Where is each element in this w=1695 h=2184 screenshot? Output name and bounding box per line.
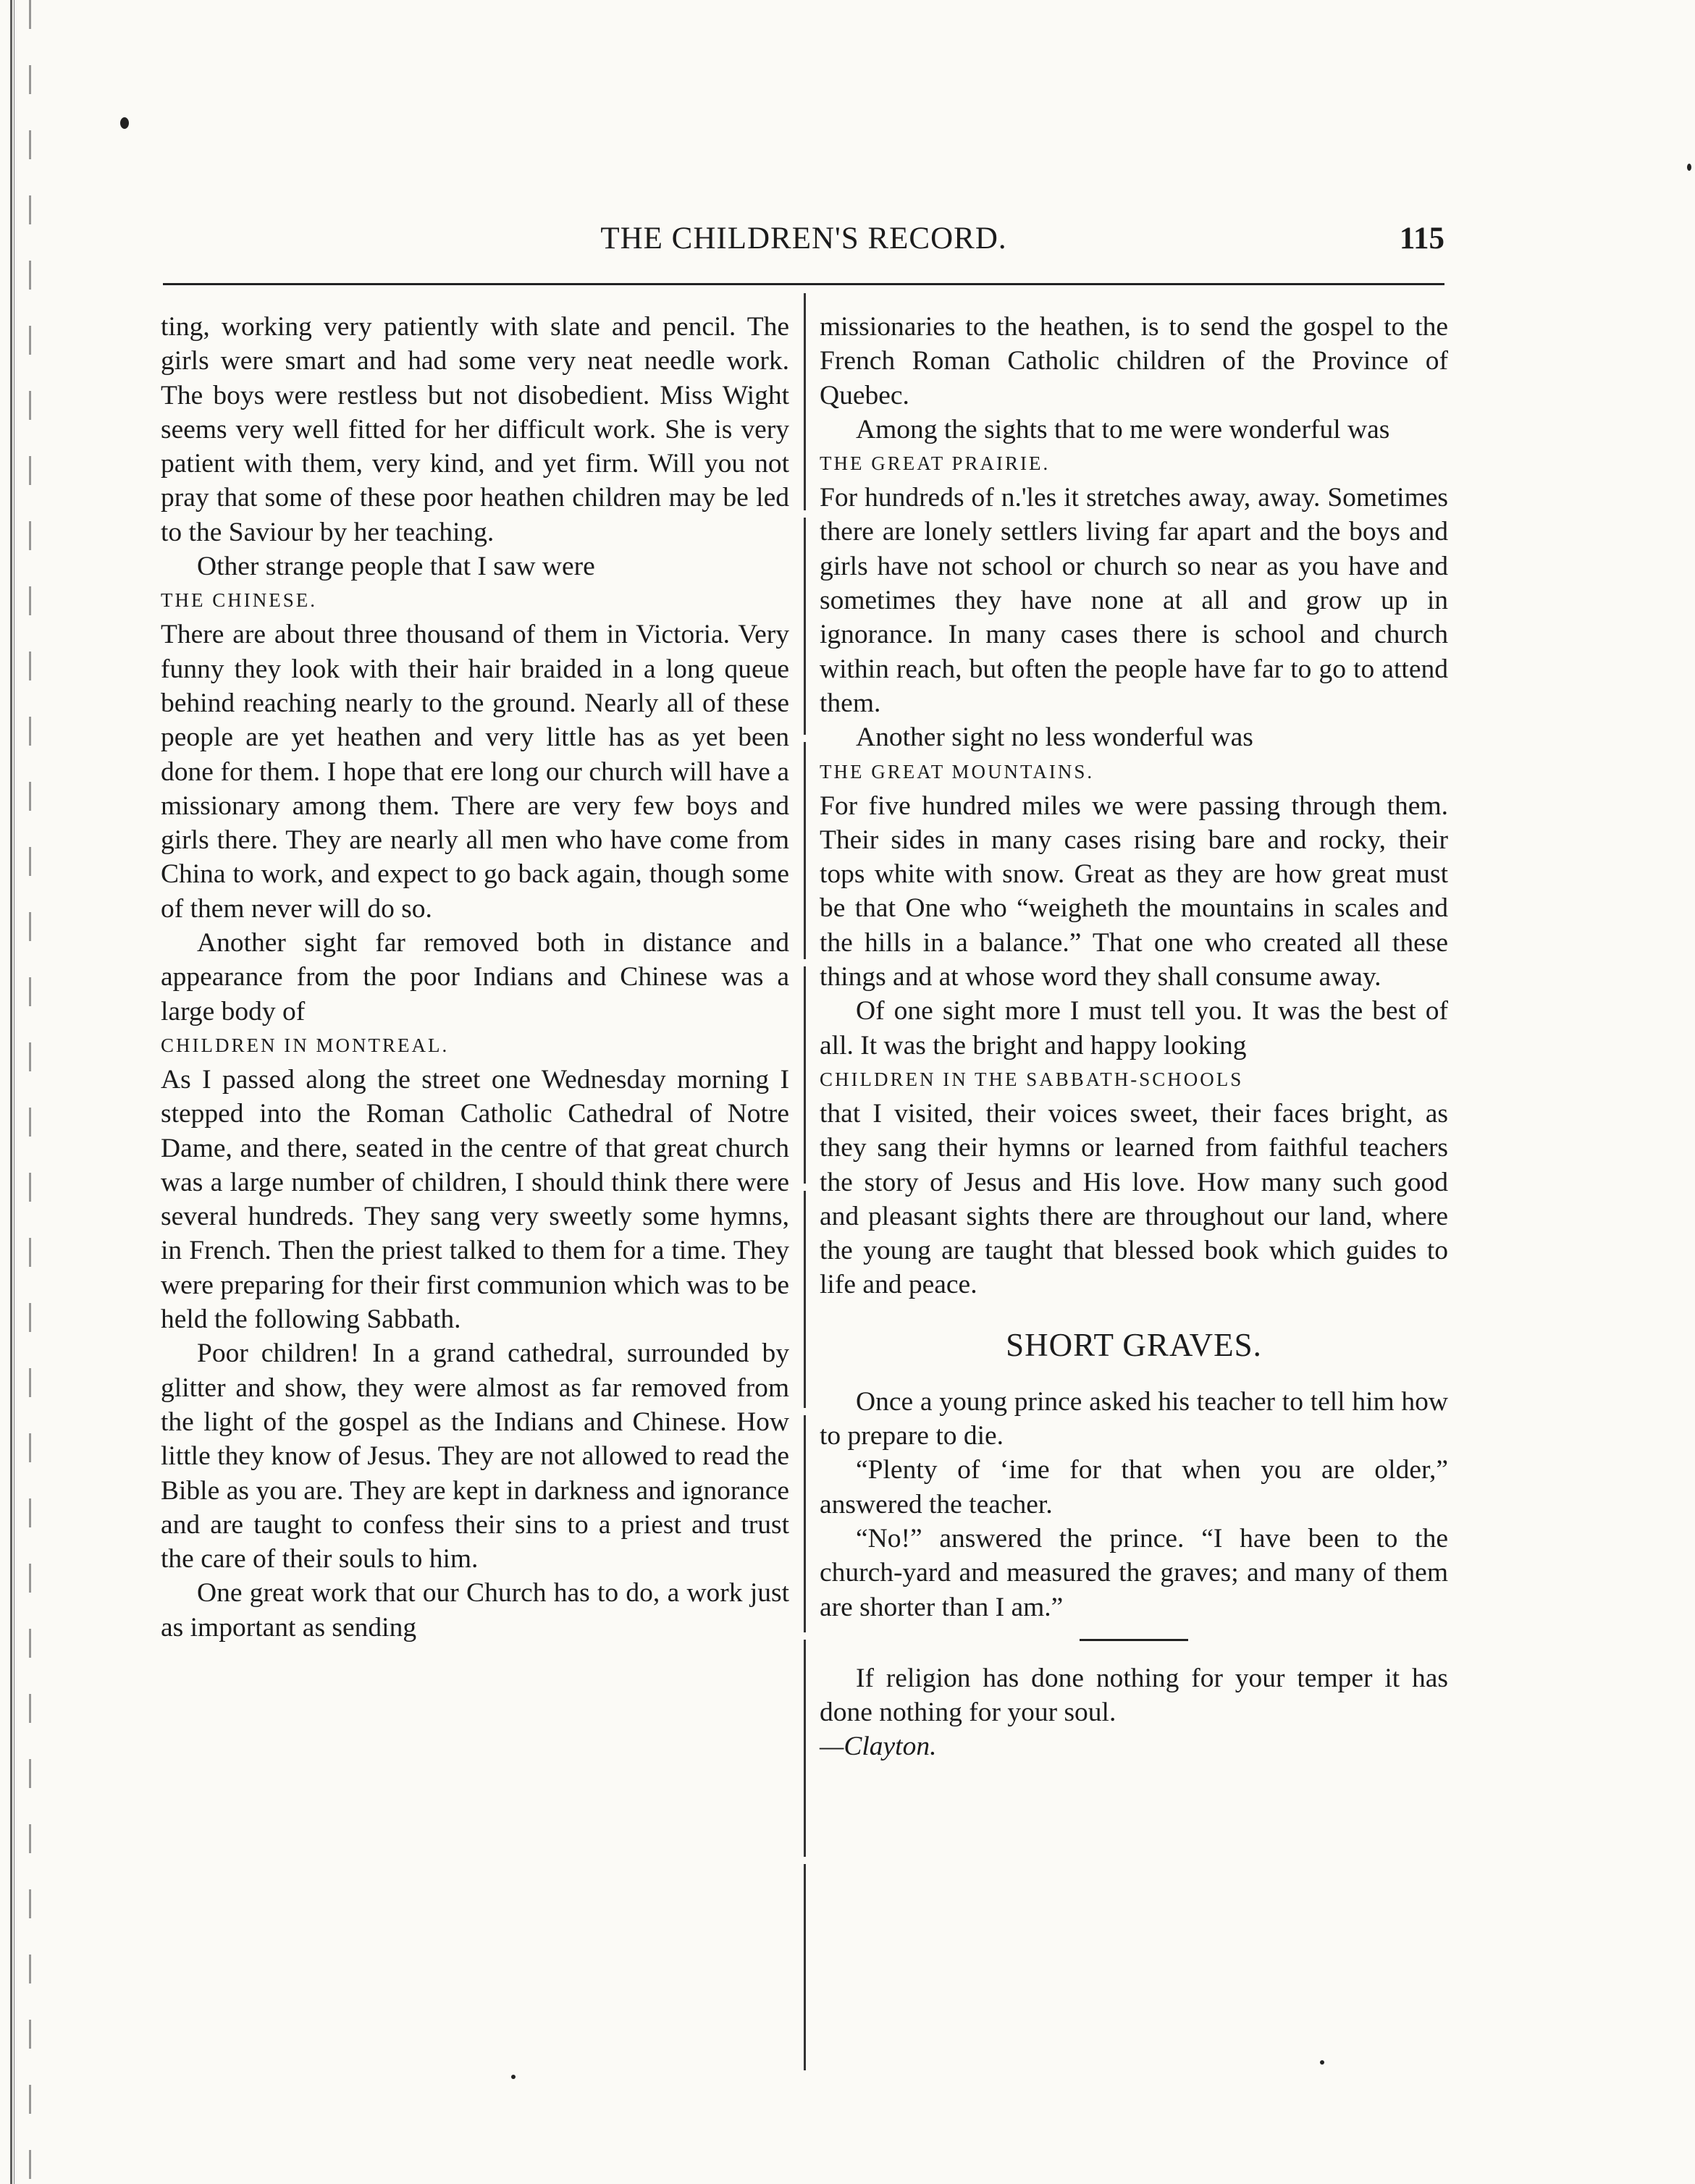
quotation-attribution: —Clayton.	[820, 1732, 937, 1762]
paragraph: One great work that our Church has to do, a work just as important as sending	[161, 1578, 789, 1643]
journal-title: THE CHILDREN'S RECORD.	[600, 222, 1007, 256]
page-edge-marks	[29, 0, 31, 2184]
ink-speck	[1320, 2060, 1324, 2065]
section-rule	[1080, 1639, 1188, 1641]
paragraph: Once a young prince asked his teacher to tell him how to prepare to die.	[820, 1386, 1448, 1451]
paragraph: Another sight no less wonderful was	[856, 722, 1253, 753]
subheading-montreal: CHILDREN IN MONTREAL.	[161, 1034, 450, 1056]
paragraph: Of one sight more I must tell you. It was the best of all. It was the bright and happy looking	[820, 996, 1448, 1061]
header-rule	[163, 283, 1444, 285]
paragraph: For five hundred miles we were passing through them. Their sides in many cases rising bare and rocky, their tops white with snow. Great as they are how great must be that One who “weigheth the mountains in scales and the hills in a balance.” That one who created all these things and at whose word they shall consume away.	[820, 790, 1448, 992]
right-column	[820, 310, 1448, 1764]
page-edge-rule	[10, 0, 14, 2184]
quotation: If religion has done nothing for your temper it has done nothing for your soul.	[820, 1663, 1448, 1728]
paragraph: For hundreds of n.'les it stretches away, away. Sometimes there are lonely settlers living far apart and the boys and girls have not school or church so near as you have and sometimes they have none at all and grow up in ignorance. In many cases there is school and church within reach, but often the people have far to go to attend them.	[820, 483, 1448, 718]
paragraph: “Plenty of ‘ime for that when you are older,” answered the teacher.	[820, 1455, 1448, 1519]
subheading-chinese: THE CHINESE.	[161, 589, 317, 612]
subheading-prairie: THE GREAT PRAIRIE.	[820, 452, 1051, 475]
section-title-short-graves: SHORT GRAVES.	[1006, 1326, 1262, 1363]
paragraph: As I passed along the street one Wednesday morning I stepped into the Roman Catholic Cathedral of Notre Dame, and there, seated in the centre of that great church was a large number of children, I should think there were several hundreds. They sang very sweetly some hymns, in French. Then the priest talked to them for a time. They were preparing for their first communion which was to be held the following Sabbath.	[161, 1064, 789, 1335]
paragraph: Another sight far removed both in distance and appearance from the poor Indians and Chinese was a large body of	[161, 928, 789, 1026]
left-column	[161, 310, 789, 1645]
ink-speck	[120, 117, 129, 129]
ink-speck	[1687, 164, 1691, 171]
paragraph: missionaries to the heathen, is to send the gospel to the French Roman Catholic children of the Province of Quebec.	[820, 312, 1448, 410]
paragraph: Poor children! In a grand cathedral, surrounded by glitter and show, they were almost as far removed from the light of the gospel as the Indians and Chinese. How little they know of Jesus. They are not allowed to read the Bible as you are. They are kept in darkness and ignorance and are taught to confess their sins to a priest and trust the care of their souls to him.	[161, 1338, 789, 1574]
page-number: 115	[1399, 222, 1444, 256]
subheading-mountains: THE GREAT MOUNTAINS.	[820, 760, 1095, 783]
paragraph: Other strange people that I saw were	[197, 552, 595, 582]
ink-speck	[511, 2075, 516, 2079]
paragraph: that I visited, their voices sweet, their faces bright, as they sang their hymns or learned from faithful teachers the story of Jesus and His love. How many such good and pleasant sights there are throughout our land, where the young are taught that blessed book which guides to life and peace.	[820, 1098, 1448, 1300]
paragraph: “No!” answered the prince. “I have been to the church-yard and measured the graves; and many of them are shorter than I am.”	[820, 1523, 1448, 1622]
paragraph: Among the sights that to me were wonderful was	[856, 414, 1390, 444]
paragraph: ting, working very patiently with slate and pencil. The girls were smart and had some very neat needle work. The boys were restless but not disobedient. Miss Wight seems very well fitted for her difficult work. She is very patient with them, very kind, and yet firm. Will you not pray that some of these poor heathen children may be led to the Saviour by her teaching.	[161, 312, 789, 547]
subheading-sabbath-schools: CHILDREN IN THE SABBATH-SCHOOLS	[820, 1068, 1244, 1090]
page-header	[163, 221, 1444, 263]
column-divider	[804, 293, 806, 2070]
paragraph: There are about three thousand of them in Victoria. Very funny they look with their hair braided in a long queue behind reaching nearly to the ground. Nearly all of these people are yet heathen and very little has as yet been done for them. I hope that ere long our church will have a missionary among them. There are very few boys and girls there. They are nearly all men who have come from China to work, and expect to go back again, though some of them never will do so.	[161, 620, 789, 924]
